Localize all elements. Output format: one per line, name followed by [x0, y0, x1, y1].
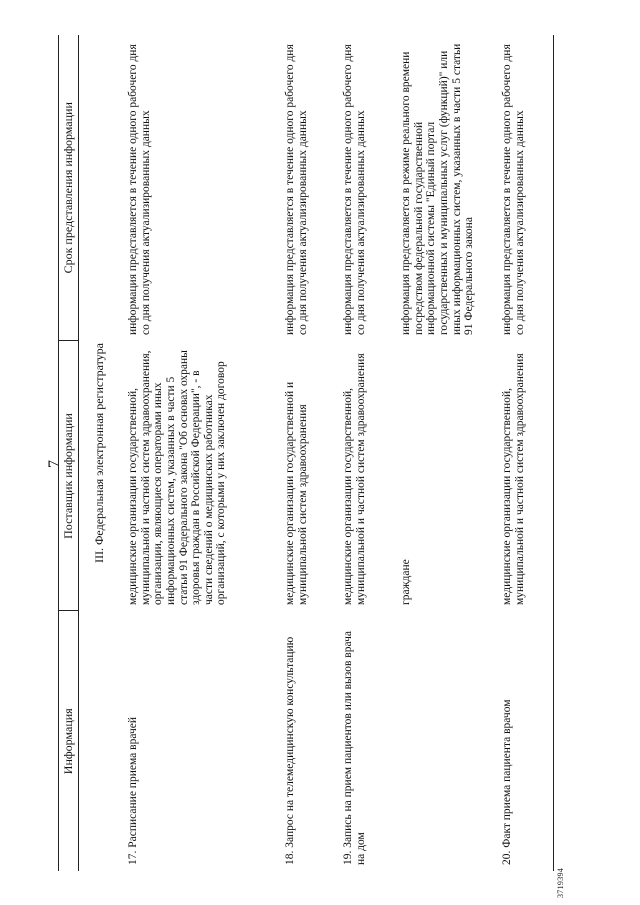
cell-deadline: информация представляется в течение одного рабочего дня со дня получения актуализированных данных: [127, 44, 152, 335]
cell-info: [394, 611, 497, 871]
section-title: III. Федеральная электронная регистратура: [91, 342, 106, 564]
cell-info: 17. Расписание приема врачей: [127, 716, 140, 865]
table-row: [115, 35, 278, 871]
cell-info: 20. Факт приема пациента врачом: [497, 611, 554, 871]
document-code: 3719394: [556, 867, 565, 898]
cell-supplier: медицинские организации государственной, муниципальной и частной систем здравоохранения: [342, 353, 367, 605]
table-row: [278, 35, 336, 871]
table-row: [497, 35, 554, 871]
page-number: 7: [46, 460, 63, 468]
cell-info: 19. Запись на прием пациентов или вызов врача на дом: [342, 630, 367, 865]
cell-supplier: медицинские организации государственной, муниципальной и частной систем здравоохранения: [497, 341, 554, 611]
section-row: [78, 35, 115, 871]
header-row: [59, 35, 79, 871]
cell-deadline: информация представляется в режиме реального времени посредством федеральной государственной информационной системы "Единый портал государственных и муниципальных услуг (функций)" или иных информационных систем, указанных в части 5 статьи 91 Федерального закона: [400, 43, 476, 335]
information-table: [58, 35, 554, 871]
cell-info: 18. Запрос на телемедицинскую консультацию: [284, 636, 297, 865]
header-info: Информация: [59, 611, 79, 871]
cell-supplier: медицинские организации государственной, муниципальной и частной систем здравоохранения, организации, являющиеся операторами иных информационных систем, указанных в части 5 статьи 91 Федерального закона "Об основах охраны здоровья граждан в Российской Федерации", - в части сведений о медицинских работниках организаций, с которыми у них заключен договор: [127, 350, 228, 605]
header-supplier: Поставщик информации: [59, 341, 79, 611]
cell-supplier: медицинские организации государственной и муниципальной систем здравоохранения: [284, 381, 309, 605]
cell-deadline: информация представляется в течение одного рабочего дня со дня получения актуализированных данных: [342, 44, 367, 335]
cell-deadline: информация представляется в течение одного рабочего дня со дня получения актуализированных данных: [497, 35, 554, 341]
table-header: [59, 35, 79, 871]
cell-deadline: информация представляется в течение одного рабочего дня со дня получения актуализированных данных: [284, 44, 309, 335]
table-row: [336, 35, 394, 871]
header-deadline: Срок представления информации: [59, 35, 79, 341]
cell-supplier: граждане: [400, 559, 413, 605]
table-row: [394, 35, 497, 871]
